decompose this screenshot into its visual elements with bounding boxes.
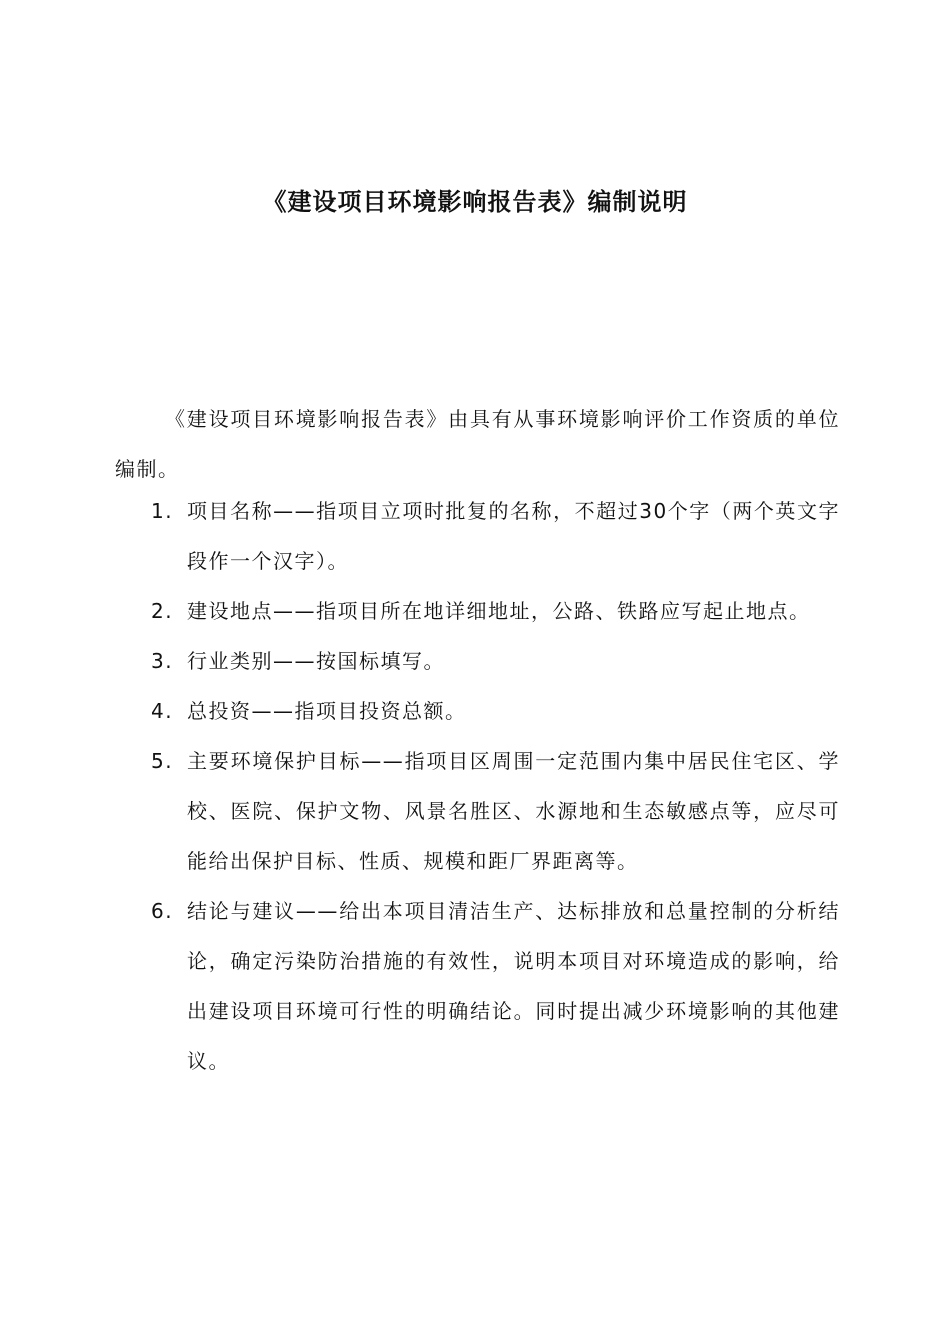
list-item-number: 6. xyxy=(151,899,174,923)
list-item-number: 5. xyxy=(151,749,174,773)
list-item-number: 3. xyxy=(151,649,174,673)
list-item-text: 结论与建议——给出本项目清洁生产、达标排放和总量控制的分析结论，确定污染防治措施的有效性，说明本项目对环境造成的影响，给出建设项目环境可行性的明确结论。同时提出减少环境影响的其他建议。 xyxy=(187,899,840,1073)
list-item xyxy=(115,586,840,636)
list-item-text: 主要环境保护目标——指项目区周围一定范围内集中居民住宅区、学校、医院、保护文物、风景名胜区、水源地和生态敏感点等，应尽可能给出保护目标、性质、规模和距厂界距离等。 xyxy=(187,749,840,873)
list-item-number: 1. xyxy=(151,499,174,523)
list-item-text: 总投资——指项目投资总额。 xyxy=(187,699,467,723)
list-item-number: 4. xyxy=(151,699,174,723)
list-item xyxy=(115,486,840,586)
list-item xyxy=(115,736,840,886)
list-item xyxy=(115,636,840,686)
document-title: 《建设项目环境影响报告表》编制说明 xyxy=(262,188,688,216)
list-item-text: 行业类别——按国标填写。 xyxy=(187,649,445,673)
list-item-text: 建设地点——指项目所在地详细地址，公路、铁路应写起止地点。 xyxy=(187,599,811,623)
instruction-list xyxy=(115,486,840,1086)
list-item-text: 项目名称——指项目立项时批复的名称，不超过30个字（两个英文字段作一个汉字）。 xyxy=(187,499,840,573)
list-item xyxy=(115,686,840,736)
list-item xyxy=(115,886,840,1086)
intro-paragraph: 《建设项目环境影响报告表》由具有从事环境影响评价工作资质的单位编制。 xyxy=(115,407,840,481)
list-item-number: 2. xyxy=(151,599,174,623)
